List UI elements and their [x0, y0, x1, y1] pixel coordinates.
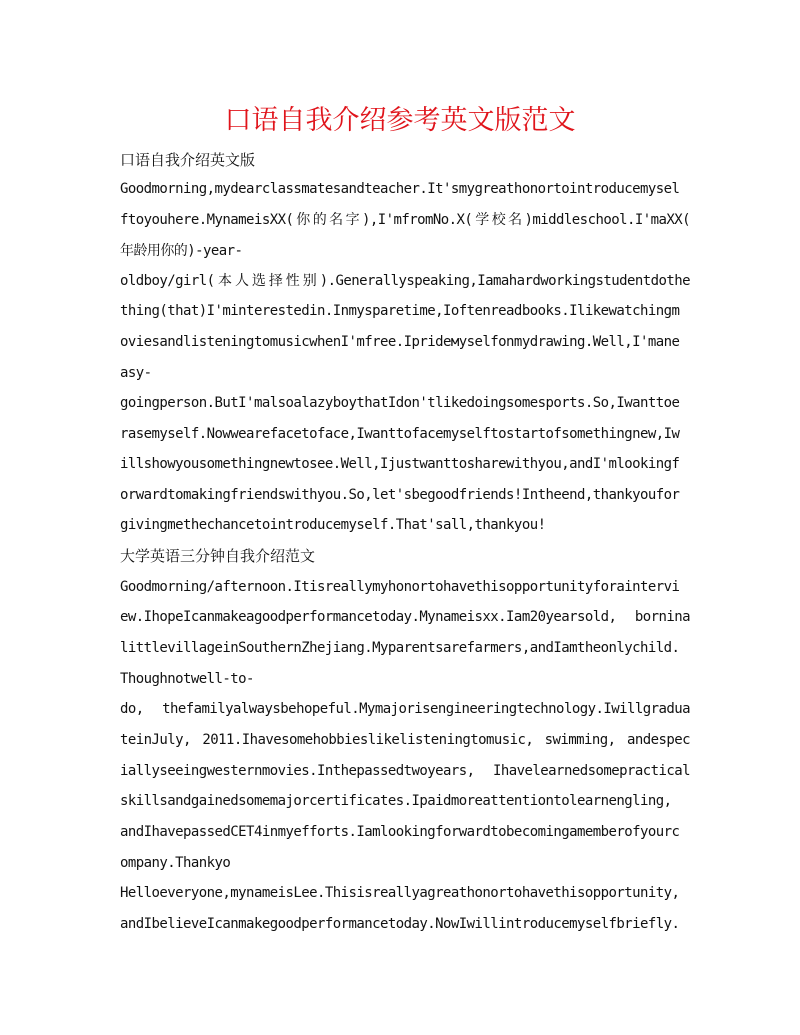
body-line: givingmethechancetointroducemyself.That'sall,thankyou!: [120, 517, 546, 533]
body-line: rasemyself.Nowwearefacetoface,Iwanttofacemyselftostartofsomethingnew,Iw: [120, 426, 680, 442]
body-line: 年龄用你的)-year-: [120, 243, 243, 259]
body-line: goingperson.ButI'malsoalazyboythatIdon'tlikedoingsomesports.So,Iwanttoe: [120, 395, 680, 411]
body-line: thing(that)I'minterestedin.Inmysparetime,Ioftenreadbooks.Ilikewatchingm: [120, 303, 680, 319]
body-line: asy-: [120, 365, 152, 381]
body-line: ftoyouhere.MynameisXX(你的名字),I'mfromNo.X(学校名)middleschool.I'maXX(: [120, 212, 690, 228]
body-line: Helloeveryone,mynameisLee.Thisisreallyagreathonortohavethisopportunity,: [120, 885, 680, 901]
body-line: Thoughnotwell-to-: [120, 671, 254, 687]
body-line: oldboy/girl(本人选择性别).Generallyspeaking,Iamahardworkingstudentdothe: [120, 273, 690, 289]
body-line: illshowyousomethingnewtosee.Well,Ijustwanttosharewithyou,andI'mlookingf: [120, 456, 680, 472]
section-heading: 口语自我介绍英文版: [120, 151, 256, 169]
body-line: Goodmorning,mydearclassmatesandteacher.It'smygreathonortointroducemysel: [120, 181, 680, 197]
body-line: Goodmorning/afternoon.Itisreallymyhonortohavethisopportunityforaintervi: [120, 579, 680, 595]
body-line: andIbelieveIcanmakegoodperformancetoday.NowIwillintroducemyselfbriefly.: [120, 916, 680, 932]
body-line: iallyseeingwesternmovies.Inthepassedtwoyears, Ihavelearnedsomepractical: [120, 763, 690, 779]
body-line: orwardtomakingfriendswithyou.So,let'sbegoodfriends!Intheend,thankyoufor: [120, 487, 680, 503]
section-heading: 大学英语三分钟自我介绍范文: [120, 547, 316, 565]
body-line: skillsandgainedsomemajorcertificates.Ipaidmoreattentiontolearnengling,: [120, 793, 672, 809]
body-line: teinJuly, 2011.Ihavesomehobbieslikelisteningtomusic, swimming, andespec: [120, 732, 690, 748]
body-line: ompany.Thankyo: [120, 855, 231, 871]
body-line: littlevillageinSouthernZhejiang.Myparentsarefarmers,andIamtheonlychild.: [120, 640, 680, 656]
body-line: oviesandlisteningtomusicwhenI'mfree.Iprideмyselfonmydrawing.Well,I'mane: [120, 334, 680, 350]
document-title: 口语自我介绍参考英文版范文: [224, 105, 576, 136]
body-line: andIhavepassedCET4inmyefforts.Iamlookingforwardtobecomingamemberofyourc: [120, 824, 680, 840]
body-line: ew.IhopeIcanmakeagoodperformancetoday.Mynameisxx.Iam20yearsold, bornina: [120, 609, 690, 625]
body-line: do, thefamilyalwaysbehopeful.Mymajorisengineeringtechnology.Iwillgradua: [120, 701, 690, 717]
